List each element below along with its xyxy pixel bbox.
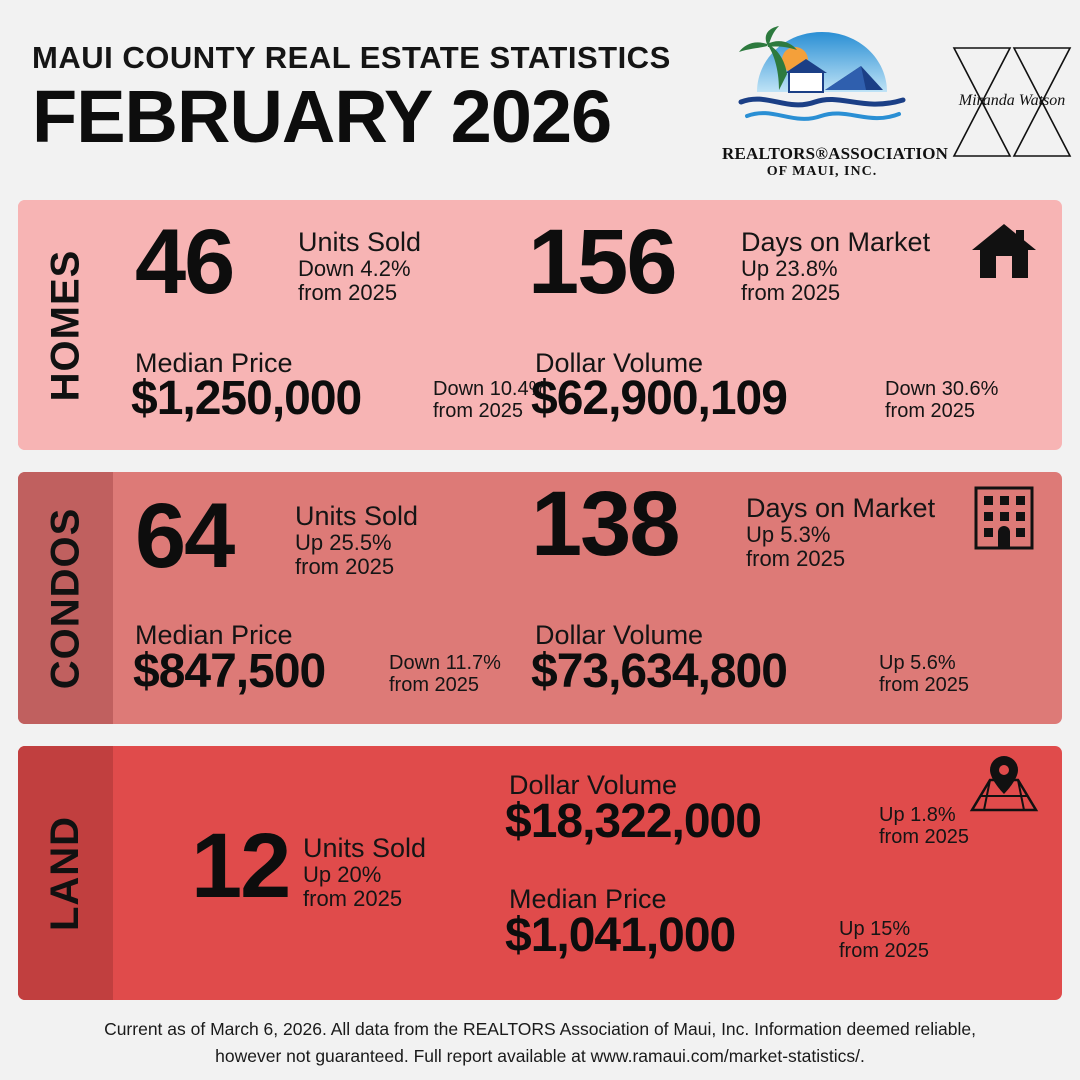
land-units-change: Up 20% [303, 862, 382, 888]
land-body [113, 746, 1062, 1000]
condos-units-label-group [295, 502, 418, 579]
homes-median-change-group [433, 378, 546, 423]
section-label-homes [18, 200, 113, 450]
palm-tree-house-logo-icon [733, 26, 911, 144]
land-volume-change: Up 1.8% [879, 804, 956, 826]
homes-units-label: Units Sold [298, 227, 422, 257]
homes-median-from: from 2025 [433, 400, 524, 423]
land-median-from: from 2025 [839, 940, 930, 963]
building-icon [972, 482, 1036, 555]
homes-median-change: Down 10.4% [433, 378, 547, 400]
ram-logo-line1: REALTORS®ASSOCIATION [722, 144, 949, 163]
homes-volume-change-group [885, 378, 998, 423]
map-pin-icon [966, 754, 1042, 821]
homes-body [113, 200, 1062, 450]
homes-units-label-group [298, 228, 421, 305]
page-kicker: MAUI COUNTY REAL ESTATE STATISTICS [32, 40, 671, 75]
condos-dom-from: from 2025 [746, 545, 846, 571]
homes-dom-value: 156 [528, 211, 676, 313]
agent-logo [942, 40, 1080, 164]
land-volume-change-group [879, 804, 969, 849]
footer-line-2: however not guaranteed. Full report available at www.ramaui.com/market-statistics/. [215, 1045, 865, 1066]
condos-dom-label-group [746, 494, 935, 571]
land-volume-from: from 2025 [879, 826, 970, 849]
section-label-land [18, 746, 113, 1000]
homes-dom-label: Days on Market [741, 227, 931, 257]
land-median-change: Up 15% [839, 918, 911, 940]
condos-median-from: from 2025 [389, 674, 480, 697]
footer-line-1: Current as of March 6, 2026. All data from the REALTORS Association of Maui, Inc. Information deemed reliable, [104, 1018, 976, 1039]
homes-volume-change: Down 30.6% [885, 378, 999, 400]
section-land [18, 746, 1062, 1000]
land-median-change-group [839, 918, 929, 963]
land-units-label-group [303, 834, 426, 911]
realtors-association-logo [722, 26, 949, 196]
condos-volume-change-group [879, 652, 969, 697]
homes-median-value: $1,250,000 [131, 372, 362, 425]
homes-units-change: Down 4.2% [298, 256, 411, 282]
ram-logo-line2: OF MAUI, INC. [766, 164, 878, 179]
condos-volume-value: $73,634,800 [531, 645, 787, 698]
condos-units-change: Up 25.5% [295, 530, 392, 556]
condos-units-from: from 2025 [295, 553, 395, 579]
homes-volume-value: $62,900,109 [531, 372, 787, 425]
agent-name: Miranda Watson [958, 92, 1066, 109]
condos-median-value: $847,500 [133, 645, 326, 698]
title-block [32, 40, 671, 158]
homes-dom-change: Up 23.8% [741, 256, 838, 282]
condos-dom-value: 138 [531, 473, 679, 575]
section-condos [18, 472, 1062, 724]
homes-units-value: 46 [135, 211, 234, 313]
condos-median-change: Down 11.7% [389, 652, 501, 674]
section-homes [18, 200, 1062, 450]
section-label-text: LAND [43, 815, 87, 931]
homes-volume-from: from 2025 [885, 400, 976, 423]
footer-disclaimer [0, 1016, 1080, 1070]
land-median-caption: Median Price [509, 884, 667, 914]
land-volume-caption: Dollar Volume [509, 770, 678, 800]
section-label-condos [18, 472, 113, 724]
land-units-label: Units Sold [303, 833, 427, 863]
condos-volume-change: Up 5.6% [879, 652, 956, 674]
homes-dom-label-group [741, 228, 930, 305]
land-median-value: $1,041,000 [505, 909, 736, 962]
section-label-text: CONDOS [43, 507, 88, 689]
header [32, 26, 1066, 186]
house-icon [968, 220, 1040, 287]
homes-units-from: from 2025 [298, 279, 398, 305]
condos-volume-caption: Dollar Volume [535, 620, 704, 650]
page-title: FEBRUARY 2026 [32, 75, 612, 158]
homes-volume-caption: Dollar Volume [535, 348, 704, 378]
land-units-from: from 2025 [303, 885, 403, 911]
condos-volume-from: from 2025 [879, 674, 970, 697]
homes-dom-from: from 2025 [741, 279, 841, 305]
section-label-text: HOMES [43, 249, 87, 401]
homes-median-caption: Median Price [135, 348, 293, 378]
condos-median-caption: Median Price [135, 620, 293, 650]
condos-units-value: 64 [135, 485, 234, 587]
land-units-value: 12 [191, 815, 290, 917]
condos-dom-label: Days on Market [746, 493, 936, 523]
condos-body [113, 472, 1062, 724]
condos-units-label: Units Sold [295, 501, 419, 531]
land-volume-value: $18,322,000 [505, 795, 761, 848]
condos-median-change-group [389, 652, 501, 697]
condos-dom-change: Up 5.3% [746, 522, 831, 548]
